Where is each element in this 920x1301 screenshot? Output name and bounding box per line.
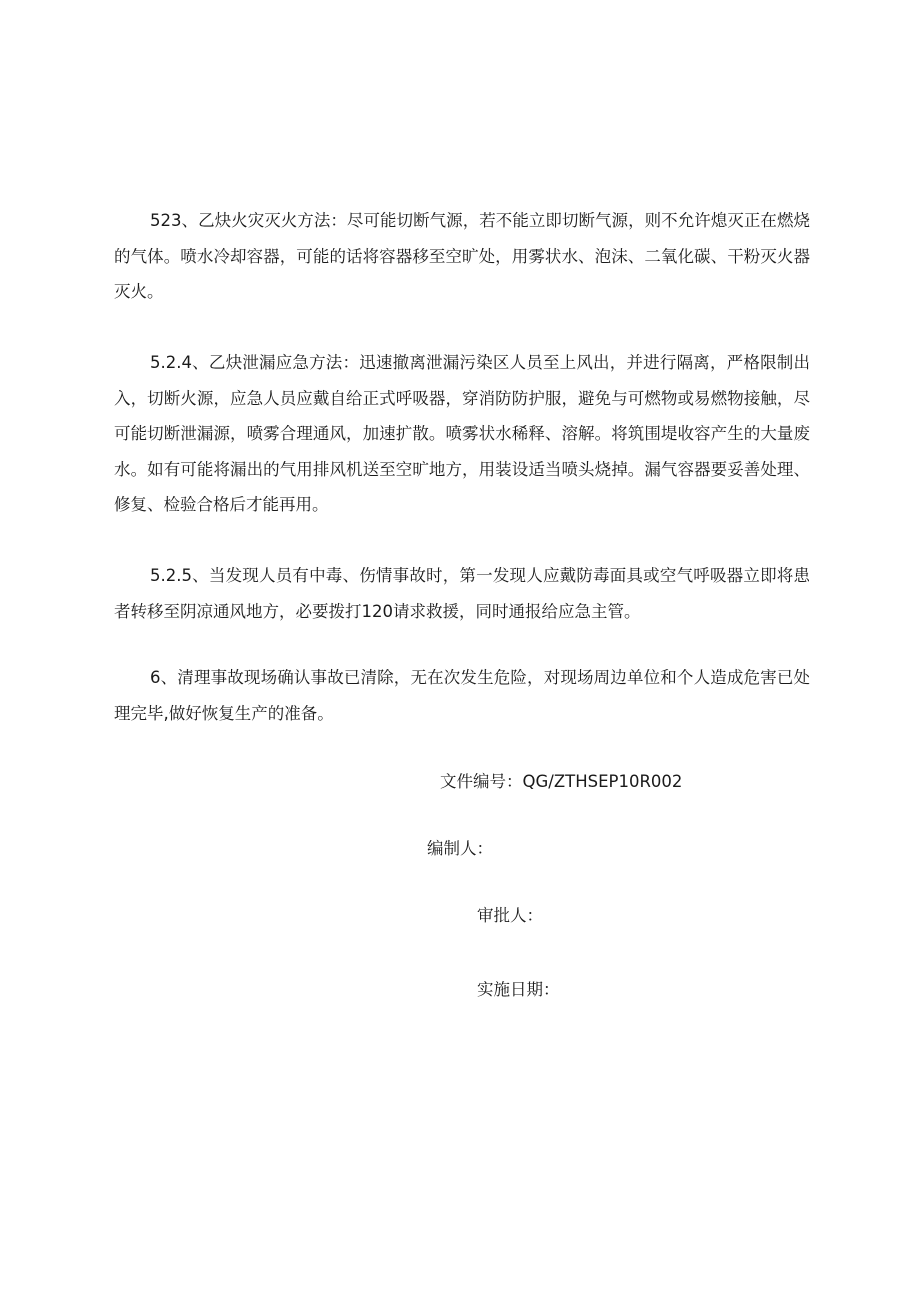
approver-label: 审批人： (477, 906, 543, 925)
paragraph-site-cleanup: 6、清理事故现场确认事故已清除，无在次发生危险，对现场周边单位和个人造成危害已处理完毕,做好恢复生产的准备。 (114, 668, 810, 723)
paragraph-fire-extinguishing: 523、乙炔火灾灭火方法：尽可能切断气源，若不能立即切断气源，则不允许熄灭正在燃烧的气体。喷水冷却容器，可能的话将容器移至空旷处，用雾状水、泡沫、二氧化碳、干粉灭火器灭火。 (114, 211, 810, 301)
author-label: 编制人： (427, 839, 493, 858)
effective-date-label: 实施日期： (477, 980, 560, 999)
paragraph-leak-emergency: 5.2.4、乙炔泄漏应急方法：迅速撤离泄漏污染区人员至上风出，并进行隔离，严格限制出入，切断火源，应急人员应戴自给正式呼吸器，穿消防防护服，避免与可燃物或易燃物接触，尽可能切断泄漏源，喷雾合理通风，加速扩散。喷雾状水稀释、溶解。将筑围堤收容产生的大量废水。如有可能将漏出的气用排风机送至空旷地方，用装设适当喷头烧掉。漏气容器要妥善处理、修复、检验合格后才能再用。 (114, 353, 810, 514)
document-number: 文件编号：QG/ZTHSEP10R002 (440, 772, 683, 791)
paragraph-poisoning-injury: 5.2.5、当发现人员有中毒、伤情事故时，第一发现人应戴防毒面具或空气呼吸器立即将患者转移至阴凉通风地方，必要拨打120请求救援，同时通报给应急主管。 (114, 566, 810, 621)
